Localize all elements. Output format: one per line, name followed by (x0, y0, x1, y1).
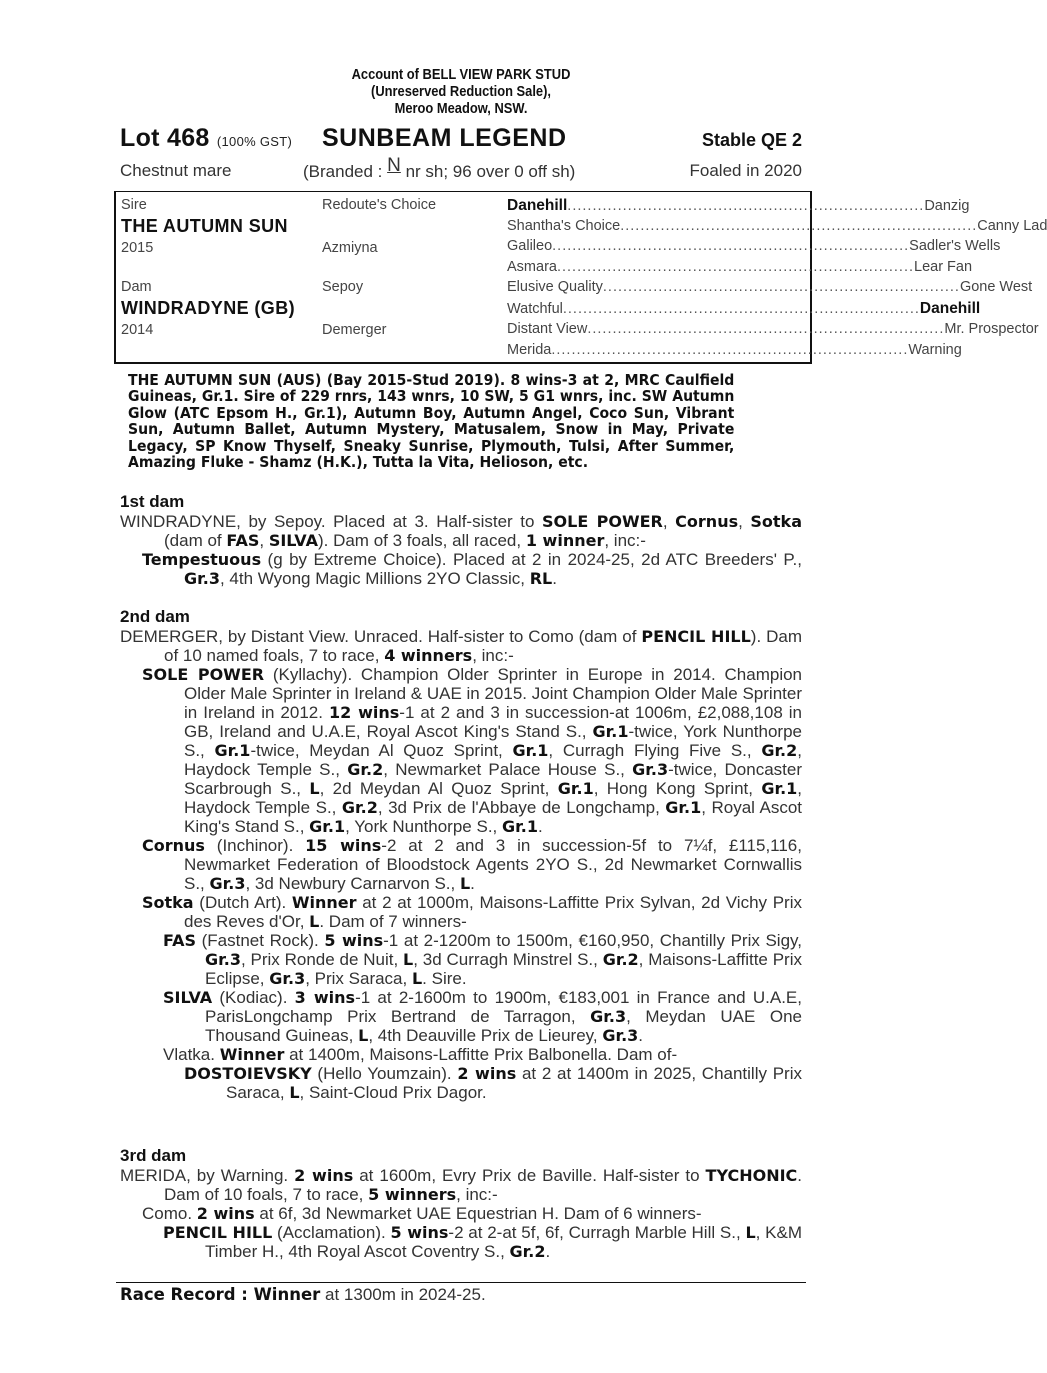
text-run: , (259, 531, 269, 550)
horse-name: SUNBEAM LEGEND (322, 124, 567, 152)
progeny-entry (120, 1204, 802, 1223)
dam-label: Dam (121, 279, 152, 295)
bold-text-run: Tempestuous (142, 550, 262, 569)
text-run: , Prix Ronde de Nuit, (240, 950, 404, 969)
text-run: . (470, 874, 475, 893)
bold-text-run: 15 wins (305, 836, 382, 855)
brand-glyph-icon: N (387, 155, 401, 176)
gen3-row (507, 321, 1039, 337)
gen3-row (507, 300, 981, 318)
gen3-left: Distant View (507, 321, 588, 337)
bold-text-run: TYCHONIC (705, 1166, 798, 1185)
text-run: (Fastnet Rock). (196, 931, 325, 950)
bold-text-run: 2 wins (196, 1204, 255, 1223)
text-run: at 2 at 1400m in 2025, Chantilly Prix Saraca, (226, 1064, 802, 1102)
gen3-left: Galileo (507, 238, 553, 254)
gen3-row (507, 279, 1033, 295)
text-run: MERIDA, by Warning. (120, 1166, 295, 1185)
bold-text-run: SILVA (268, 531, 318, 550)
dam-dam: Demerger (322, 322, 387, 338)
lot-number-block (120, 124, 292, 153)
leader-dots: ....................................................................... (602, 279, 960, 295)
bold-text-run: L (411, 969, 423, 988)
leader-dots: ....................................................................... (587, 321, 945, 337)
text-run: , 3d Prix de l'Abbaye de Longchamp, (377, 798, 666, 817)
progeny-entry (120, 931, 802, 988)
dam-paragraph (120, 627, 802, 665)
leader-dots: ....................................................................... (567, 198, 925, 214)
bold-text-run: 4 winners (384, 646, 473, 665)
bold-text-run: Sotka (750, 512, 802, 531)
gen3-row (507, 238, 1001, 254)
race-record-result: Winner (253, 1285, 321, 1304)
gen3-left: Asmara (507, 259, 557, 275)
text-run: at 1400m, Maisons-Laffitte Prix Balbonella. Dam of- (284, 1045, 678, 1064)
progeny-entry (120, 893, 802, 931)
progeny-entry (120, 1045, 802, 1064)
lot-line (120, 122, 802, 156)
bold-text-run: L (309, 779, 320, 798)
bold-text-run: PENCIL HILL (163, 1223, 273, 1242)
gen3-row (507, 259, 973, 275)
progeny-entry (120, 665, 802, 836)
gen3-row (507, 197, 970, 215)
text-run: -1 at 2 and 3 in succession-at 1006m, £2,088,108 in GB, Ireland and U.A.E, Royal Ascot King's Stand S., (184, 703, 802, 741)
bold-text-run: L (459, 874, 471, 893)
dam-sire: Sepoy (322, 279, 364, 295)
bold-text-run: Gr.2 (347, 760, 384, 779)
text-run: (Kodiac). (212, 988, 295, 1007)
bold-text-run: Gr.3 (205, 950, 241, 969)
section-heading-1st-dam: 1st dam (120, 492, 185, 511)
bold-text-run: Gr.3 (590, 1007, 627, 1026)
bold-text-run: L (403, 950, 414, 969)
text-run: . Sire. (422, 969, 467, 988)
text-run: (g by Extreme Choice). Placed at 2 in 2024-25, 2d ATC Breeders' P., (261, 550, 802, 569)
bold-text-run: Gr.1 (665, 798, 702, 817)
text-run: . (537, 817, 543, 836)
section-heading-2nd-dam: 2nd dam (120, 607, 190, 626)
dam-name: WINDRADYNE (GB) (121, 298, 295, 318)
gen3-left: Elusive Quality (507, 279, 603, 295)
text-run: Vlatka. (163, 1045, 220, 1064)
bold-text-run: FAS (163, 931, 196, 950)
text-run: (Dutch Art). (193, 893, 292, 912)
bold-text-run: Gr.1 (557, 779, 594, 798)
leader-dots: ....................................................................... (562, 301, 920, 317)
text-run: -1 at 2-1600m to 1900m, €183,001 in France and U.A.E, ParisLongchamp Prix Bertrand de Tarragon, (205, 988, 802, 1026)
bold-text-run: RL (529, 569, 553, 588)
gen3-row (507, 218, 1047, 234)
text-run: -twice, Meydan Al Quoz Sprint, (250, 741, 513, 760)
text-run: , inc:- (604, 531, 646, 550)
bold-text-run: Gr.3 (602, 1026, 639, 1045)
sire-name: THE AUTUMN SUN (121, 216, 288, 236)
text-run: at 6f, 3d Newmarket UAE Equestrian H. Dam of 6 winners- (254, 1204, 702, 1223)
race-record-detail: at 1300m in 2024-25. (320, 1285, 486, 1304)
bold-text-run: L (289, 1083, 300, 1102)
text-run: . Dam of 10 foals, 7 to race, (164, 1166, 803, 1204)
race-record-label: Race Record : (120, 1285, 254, 1304)
divider (116, 1282, 806, 1283)
text-run: , 4th Wyong Magic Millions 2YO Classic, (219, 569, 530, 588)
text-run: , Royal Ascot King's Stand S., (184, 798, 802, 836)
bold-text-run: Gr.3 (269, 969, 306, 988)
bold-text-run: 12 wins (328, 703, 400, 722)
text-run: (Acclamation). (272, 1223, 391, 1242)
bold-text-run: Gr.1 (309, 817, 346, 836)
gen3-right: Warning (908, 342, 962, 358)
first-dam-section (120, 512, 802, 588)
gen3-right: Mr. Prospector (944, 321, 1039, 337)
bold-text-run: Gr.1 (592, 722, 629, 741)
leader-dots: ....................................................................... (552, 238, 910, 254)
bold-text-run: PENCIL HILL (641, 627, 751, 646)
progeny-entry (120, 1064, 802, 1102)
text-run: , Meydan UAE One Thousand Guineas, (205, 1007, 802, 1045)
text-run: , Saint-Cloud Prix Dagor. (299, 1083, 487, 1102)
text-run: , York Nunthorpe S., (345, 817, 502, 836)
sale-type: (Unreserved Reduction Sale), (371, 83, 551, 100)
second-dam-section (120, 627, 802, 1102)
bold-text-run: Cornus (675, 512, 739, 531)
text-run: Como. (142, 1204, 197, 1223)
text-run: -2 at 2-at 5f, 6f, Curragh Marble Hill S., (448, 1223, 746, 1242)
bold-text-run: L (309, 912, 320, 931)
gen3-right: Danehill (919, 300, 981, 317)
bold-text-run: Gr.3 (632, 760, 669, 779)
bold-text-run: 5 winners (368, 1185, 457, 1204)
text-run: , Prix Saraca, (305, 969, 412, 988)
bold-text-run: Gr.3 (209, 874, 246, 893)
text-run: , Hong Kong Sprint, (593, 779, 762, 798)
text-run: , Haydock Temple S., (184, 779, 803, 817)
bold-text-run: 2 wins (457, 1064, 517, 1083)
dam-paragraph (120, 1166, 802, 1204)
text-run: ). Dam of 3 foals, all raced, (317, 531, 526, 550)
bold-text-run: Winner (219, 1045, 285, 1064)
text-run: , (662, 512, 676, 531)
sire-label: Sire (121, 197, 147, 213)
sire-summary: THE AUTUMN SUN (AUS) (Bay 2015-Stud 2019). 8 wins-3 at 2, MRC Caulfield Guineas, Gr.1. Sire of 229 rnrs, 143 wnrs, 10 SW, 5 G1 wnrs, inc. SW Autumn Glow (ATC Epsom H., Gr.1), Autumn Boy, Autumn Angel, Coco Sun, Vibrant Sun, Autumn Ballet, Autumn Mystery, Matusalem, Snow in May, Private Legacy, SP Know Thyself, Sneaky Sunrise, Plymouth, Tulsi, After Summer, Amazing Fluke - Shamz (H.K.), Tutta la Vita, Helioson, etc. (128, 371, 735, 472)
text-run: , 4th Deauville Prix de Lieurey, (368, 1026, 603, 1045)
bold-text-run: Cornus (142, 836, 205, 855)
text-run: , 3d Newbury Carnarvon S., (245, 874, 460, 893)
bold-text-run: Gr.1 (512, 741, 549, 760)
text-run: , inc:- (456, 1185, 498, 1204)
text-run: . (545, 1242, 551, 1261)
leader-dots: ....................................................................... (556, 259, 914, 275)
text-run: , 2d Meydan Al Quoz Sprint, (319, 779, 558, 798)
gen3-right: Gone West (959, 279, 1033, 295)
dam-paragraph (120, 512, 802, 550)
text-run: , Newmarket Palace House S., (383, 760, 633, 779)
third-dam-section (120, 1166, 802, 1261)
gen3-right: Lear Fan (914, 259, 973, 275)
progeny-entry (120, 1223, 802, 1261)
text-run: , Maisons-Laffitte Prix Eclipse, (205, 950, 802, 988)
section-heading-3rd-dam: 3rd dam (120, 1146, 187, 1165)
bold-text-run: Sotka (142, 893, 194, 912)
text-run: DEMERGER, by Distant View. Unraced. Half-sister to Como (dam of (120, 627, 642, 646)
gen3-left: Merida (507, 342, 552, 358)
text-run: (Hello Youmzain). (311, 1064, 458, 1083)
vendor-header (168, 66, 755, 117)
horse-sex: Chestnut mare (120, 161, 232, 180)
text-run: ). Dam of 10 named foals, 7 to race, (164, 627, 803, 665)
bold-text-run: Gr.2 (509, 1242, 546, 1261)
bold-text-run: Gr.1 (502, 817, 538, 836)
text-run: (Kyllachy). Champion Older Sprinter in Europe in 2014. Champion Older Male Sprinter in Ireland & UAE in 2015. Joint Champion Older Male Sprinter in Ireland in 2012. (184, 665, 803, 722)
sire-dam: Azmiyna (322, 240, 378, 256)
foaled-year: Foaled in 2020 (689, 161, 802, 180)
sire-sire: Redoute's Choice (322, 197, 437, 213)
text-run: . (638, 1026, 644, 1045)
bold-text-run: 5 wins (390, 1223, 449, 1242)
bold-text-run: SILVA (163, 988, 213, 1007)
bold-text-run: Gr.2 (761, 741, 798, 760)
text-run: , (738, 512, 751, 531)
leader-dots: ....................................................................... (551, 342, 909, 358)
gen3-row (507, 342, 962, 358)
dam-year: 2014 (121, 322, 154, 338)
gen3-left: Danehill (507, 197, 568, 214)
text-run: -twice, York Nunthorpe S., (184, 722, 802, 760)
progeny-entry (120, 988, 802, 1045)
gen3-left: Watchful (507, 301, 563, 317)
text-run: -2 at 2 and 3 in succession-5f to 7¼f, £115,116, Newmarket Federation of Bloodstock Agents 2YO S., 2d Newmarket Cornwallis S., (184, 836, 802, 893)
text-run: (Inchinor). (204, 836, 306, 855)
text-run: at 2 at 1000m, Maisons-Laffitte Prix Sylvan, 2d Vichy Prix des Reves d'Or, (184, 893, 802, 931)
text-run: , K&M Timber H., 4th Royal Ascot Coventry S., (205, 1223, 802, 1261)
bold-text-run: SOLE POWER (542, 512, 663, 531)
bold-text-run: Winner (291, 893, 357, 912)
text-run: (dam of (164, 531, 227, 550)
race-record (120, 1285, 486, 1305)
text-run: , 3d Curragh Minstrel S., (413, 950, 603, 969)
text-run: , Haydock Temple S., (184, 741, 802, 779)
progeny-entry (120, 836, 802, 893)
bold-text-run: 1 winner (525, 531, 605, 550)
leader-dots: ....................................................................... (620, 218, 978, 234)
brand-info (303, 155, 576, 183)
bold-text-run: Gr.1 (761, 779, 798, 798)
stable-code: Stable QE 2 (701, 130, 802, 150)
bold-text-run: Gr.2 (341, 798, 378, 817)
progeny-entry (120, 550, 802, 588)
bold-text-run: L (745, 1223, 756, 1242)
pedigree-table (114, 191, 1047, 364)
text-run: -1 at 2-1200m to 1500m, €160,950, Chantilly Prix Sigy, (383, 931, 802, 950)
brand-suffix: nr sh; 96 over 0 off sh) (400, 162, 576, 181)
brand-prefix: (Branded : (303, 162, 388, 181)
text-run: at 1600m, Evry Prix de Baville. Half-sister to (353, 1166, 706, 1185)
bold-text-run: SOLE POWER (142, 665, 265, 684)
bold-text-run: FAS (226, 531, 260, 550)
bold-text-run: Gr.1 (214, 741, 251, 760)
bold-text-run: DOSTOIEVSKY (184, 1064, 312, 1083)
text-run: . (552, 569, 557, 588)
bold-text-run: L (358, 1026, 369, 1045)
gen3-right: Danzig (924, 198, 970, 214)
text-run: WINDRADYNE, by Sepoy. Placed at 3. Half-sister to (120, 512, 542, 531)
vendor-name: Account of BELL VIEW PARK STUD (351, 66, 571, 83)
gst-note: (100% GST) (216, 134, 293, 149)
bold-text-run: Gr.3 (184, 569, 220, 588)
sire-year: 2015 (121, 240, 154, 256)
text-run: . Dam of 7 winners- (319, 912, 467, 931)
bold-text-run: 3 wins (294, 988, 356, 1007)
bold-text-run: 2 wins (294, 1166, 354, 1185)
text-run: , Curragh Flying Five S., (548, 741, 762, 760)
vendor-location: Meroo Meadow, NSW. (394, 100, 528, 117)
bold-text-run: Gr.2 (602, 950, 639, 969)
gen3-left: Shantha's Choice (507, 218, 621, 234)
gen3-right: Canny Lad (977, 218, 1047, 234)
text-run: -twice, Doncaster Scarbrough S., (184, 760, 802, 798)
lot-number: Lot 468 (120, 124, 210, 152)
bold-text-run: 5 wins (324, 931, 384, 950)
gen3-right: Sadler's Wells (909, 238, 1001, 254)
text-run: , inc:- (472, 646, 514, 665)
horse-details (120, 155, 802, 183)
